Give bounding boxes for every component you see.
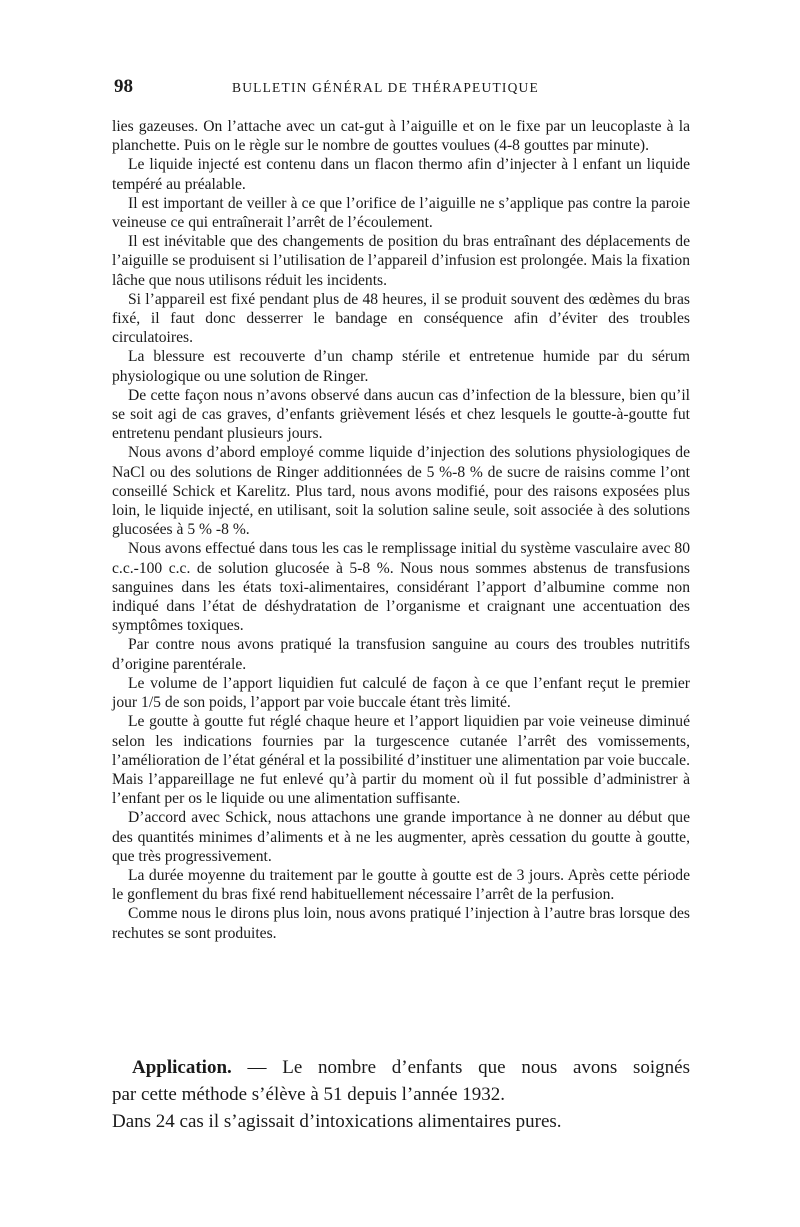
paragraph: La blessure est recouverte d’un champ stérile et entretenue humide par du sérum physiologique ou une solution de Ringer.: [112, 348, 690, 385]
paragraph: Il est important de veiller à ce que l’orifice de l’aiguille ne s’applique pas contre la paroie veineuse ce qui entraînerait l’arrêt de l’écoulement.: [112, 194, 690, 232]
paragraph: Par contre nous avons pratiqué la transfusion sanguine au cours des troubles nutritifs d’origine parentérale.: [112, 636, 690, 673]
paragraph: Nous avons effectué dans tous les cas le remplissage initial du système vasculaire avec 80 c.c.-100 c.c. de solution glucosée à 5-8 %. Nous nous sommes abstenus de transfusions sanguines dans les états toxi-alimentaires, considérant l’apport d’albumine comme non indiqué dans l’état de déshydratation de l’organisme et craignant une accentuation des symptômes toxiques.: [112, 540, 690, 635]
paragraph: Il est inévitable que des changements de position du bras entraînant des déplacements de l’aiguille se produisent si l’utilisation de l’appareil d’infusion est prolongée. Mais la fixation lâche que nous utilisons réduit les incidents.: [112, 233, 690, 289]
paragraph: De cette façon nous n’avons observé dans aucun cas d’infection de la blessure, bien qu’il se soit agi de cas graves, d’enfants grièvement lésés et chez lesquels le goutte-à-goutte fut entretenu pendant plusieurs jours.: [112, 386, 690, 443]
section-text: Le nombre d’enfants que nous avons soignés: [282, 1057, 690, 1078]
section-title: Application.: [132, 1057, 232, 1078]
paragraph: Le liquide injecté est contenu dans un flacon thermo afin d’injecter à l enfant un liquide tempéré au préalable.: [112, 156, 690, 193]
application-section: [112, 1054, 690, 1135]
section-line: Dans 24 cas il s’agissait d’intoxications alimentaires pures.: [112, 1111, 562, 1132]
body-text: [112, 117, 690, 943]
paragraph: D’accord avec Schick, nous attachons une grande importance à ne donner au début que des quantités minimes d’aliments et à ne les augmenter, après cessation du goutte à goutte, que très progressivement.: [112, 809, 690, 865]
section-dash: —: [231, 1057, 283, 1078]
page-header: [114, 76, 690, 100]
paragraph: Nous avons d’abord employé comme liquide d’injection des solutions physiologiques de NaCl ou des solutions de Ringer additionnées de 5 %‑8 % de sucre de raisins comme l’ont conseillé Schick et Karelitz. Plus tard, nous avons modifié, pour des raisons exposées plus loin, le liquide injecté, en utilisant, soit la solution saline seule, soit associée à des solutions glucosées à 5 % -8 %.: [112, 444, 690, 539]
running-title: BULLETIN GÉNÉRAL DE THÉRAPEUTIQUE: [232, 80, 539, 95]
paragraph: Comme nous le dirons plus loin, nous avons pratiqué l’injection à l’autre bras lorsque des rechutes se sont produites.: [112, 905, 690, 942]
page-number: 98: [114, 76, 133, 97]
paragraph: lies gazeuses. On l’attache avec un cat-gut à l’aiguille et on le fixe par un leucoplaste à la planchette. Puis on le règle sur le nombre de gouttes voulues (4-8 gouttes par minute).: [112, 118, 690, 155]
section-line: [112, 1054, 690, 1081]
paragraph: Si l’appareil est fixé pendant plus de 48 heures, il se produit souvent des œdèmes du bras fixé, il faut donc desserrer le bandage en conséquence afin d’éviter des troubles circulatoires.: [112, 290, 690, 347]
paragraph: Le goutte à goutte fut réglé chaque heure et l’apport liquidien par voie veineuse diminué selon les indications fournies par la turgescence cutanée l’arrêt des vomissements, l’amélioration de l’état général et la possibilité d’instituer une alimentation par voie buccale. Mais l’appareillage ne fut enlevé qu’à partir du moment où il fut possible d’administrer à l’enfant per os le liquide ou une alimentation suffisante.: [112, 713, 690, 808]
paragraph: Le volume de l’apport liquidien fut calculé de façon à ce que l’enfant reçut le premier jour 1/5 de son poids, l’apport par voie buccale étant très limité.: [112, 674, 690, 712]
section-line: par cette méthode s’élève à 51 depuis l’année 1932.: [112, 1084, 506, 1105]
paragraph: La durée moyenne du traitement par le goutte à goutte est de 3 jours. Après cette période le gonflement du bras fixé rend habituellement nécessaire l’arrêt de la perfusion.: [112, 866, 690, 904]
